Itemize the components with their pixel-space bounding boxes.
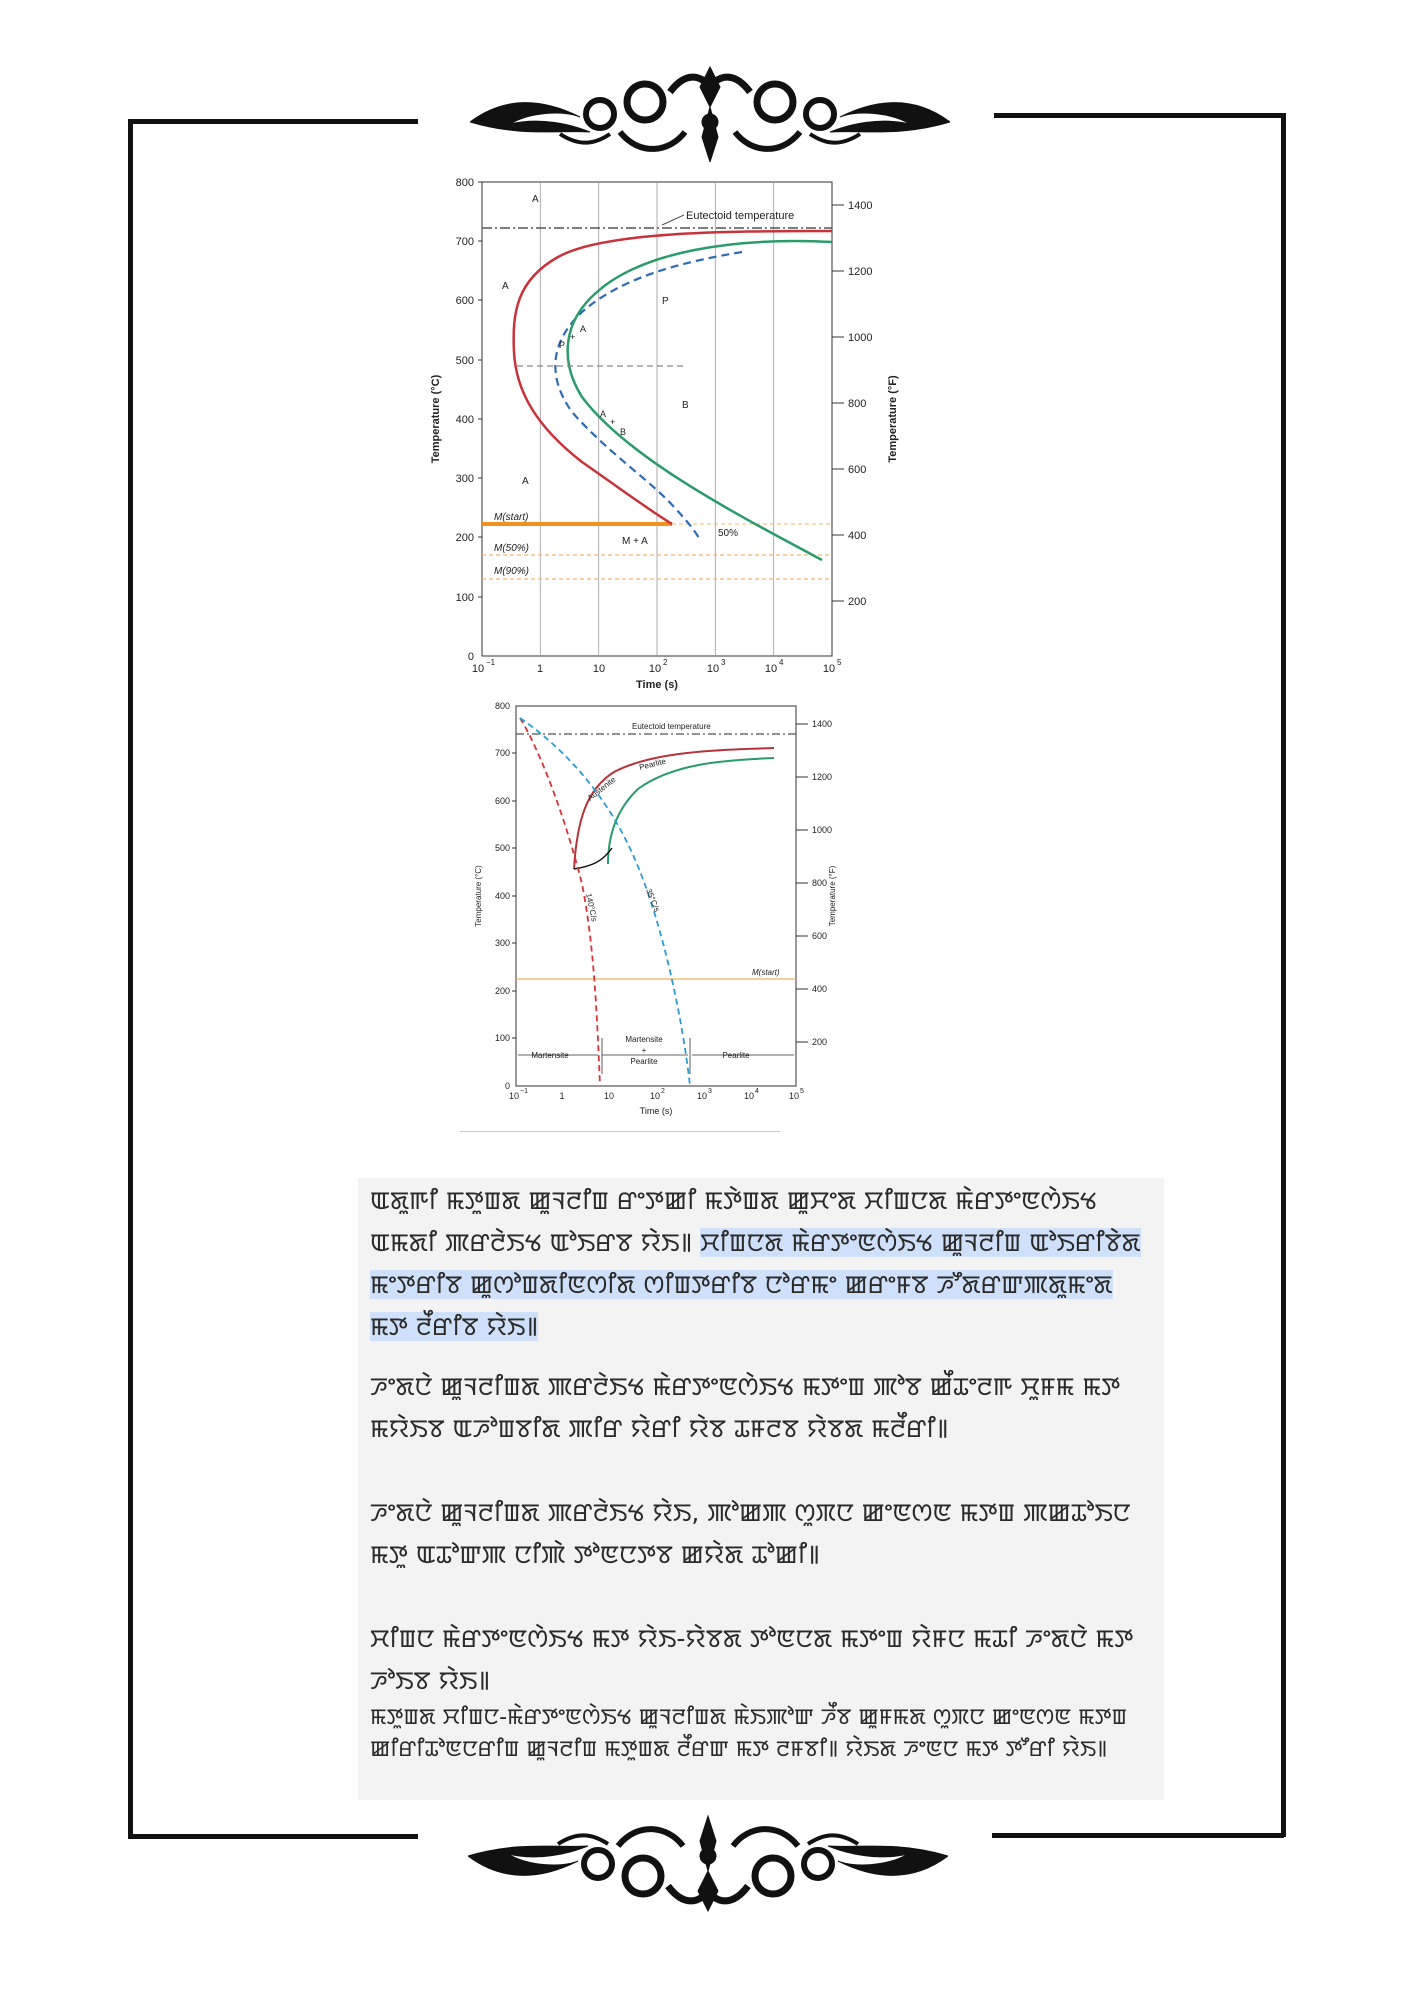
paragraph-2 bbox=[370, 1366, 1152, 1450]
paragraph-2-text: ꯍꯦꯗꯅꯥ ꯀꯨꯜꯂꯤꯡꯗ ꯄꯔꯂꯥꯏꯠ ꯃꯥꯔꯇꯦꯟꯁꯥꯏꯠ ꯃꯇꯦꯡ ꯄꯣꯕ ꯀꯩꯊꯦꯂꯒ ꯆꯨꯝꯃ ꯃꯇ ꯃꯌꯥꯏꯕ ꯑꯍꯣꯡꯕꯤꯗ ꯄꯤꯔ ꯌꯥꯔꯤ ꯌꯥꯕ ꯊꯝꯂꯕ ꯌꯥꯕꯗ ꯃꯂꯩꯔꯤ꯫ bbox=[370, 1372, 1121, 1443]
y-left-tickmarks bbox=[478, 182, 482, 597]
mp-region-line3: Pearlite bbox=[630, 1057, 658, 1066]
region-a-low: A bbox=[522, 476, 529, 487]
y-tick-500: 500 bbox=[455, 355, 474, 367]
paragraph-3-text: ꯍꯦꯗꯅꯥ ꯀꯨꯜꯂꯤꯡꯗ ꯄꯔꯂꯥꯏꯠ ꯌꯥꯏ, ꯄꯣꯀꯄ ꯁꯨꯞꯅ ꯀꯦꯟꯁꯟ ꯃꯇꯡ ꯄꯀꯊꯣꯏꯅ ꯃꯇꯨ ꯑꯊꯣꯛꯄ ꯅꯤꯄꯥ ꯇꯣꯟꯅꯇꯕ ꯀꯌꯥꯗ ꯊꯣꯀꯤ꯫ bbox=[370, 1498, 1131, 1569]
y2-tick-700: 700 bbox=[494, 748, 510, 758]
x-tick-3: 10 bbox=[648, 663, 662, 675]
chart-isothermal bbox=[422, 162, 922, 694]
yr2-tick-1000: 1000 bbox=[812, 825, 833, 835]
yr-tick-600: 600 bbox=[848, 464, 867, 476]
paragraph-1 bbox=[370, 1180, 1152, 1348]
x2-exp-3: 2 bbox=[661, 1088, 665, 1095]
yr-tick-200: 200 bbox=[848, 596, 867, 608]
x-exp-5: 4 bbox=[779, 658, 784, 667]
frame-bottom-left bbox=[128, 1834, 418, 1839]
y-tick-300: 300 bbox=[455, 473, 474, 485]
yr-tick-400: 400 bbox=[848, 530, 867, 542]
yr-tick-1000: 1000 bbox=[848, 332, 873, 344]
paragraph-5-text: ꯃꯇꯨꯡꯗ ꯆꯤꯡꯅ-ꯃꯥꯔꯇꯦꯟꯁꯥꯏꯠ ꯀꯨꯜꯂꯤꯡꯗ ꯃꯥꯏꯄꯣꯛ ꯍꯩꯕ ꯀꯨꯝꯃꯗ ꯁꯨꯞꯅ ꯀꯦꯟꯁꯟ ꯃꯇꯡ ꯀꯤꯔꯤꯊꯣꯟꯅꯔꯤꯡ ꯀꯨꯜꯂꯤꯡ ꯃꯇꯨꯡꯗ ꯂꯩꯔꯛ ꯃꯇ ꯂꯝꯕꯤ꯫ ꯌꯥꯏꯗ ꯍꯦꯟꯅ ꯃꯇ ꯇꯧꯔꯤ ꯌꯥꯏ꯫ bbox=[370, 1705, 1128, 1762]
austenite-label: Austenite bbox=[585, 774, 618, 803]
region-a-top: A bbox=[532, 194, 539, 205]
y2-tick-300: 300 bbox=[494, 938, 510, 948]
region-a-left: A bbox=[502, 281, 509, 292]
bottom-ornament-icon bbox=[468, 1808, 948, 1916]
y-right-tickmarks-2 bbox=[796, 724, 808, 1042]
x-exp-3: 2 bbox=[663, 658, 668, 667]
region-p: P bbox=[662, 296, 669, 307]
y-tick-100: 100 bbox=[455, 592, 474, 604]
yr2-tick-400: 400 bbox=[812, 984, 828, 994]
yr-tick-800: 800 bbox=[848, 398, 867, 410]
region-b: B bbox=[682, 400, 689, 411]
y2-tick-0: 0 bbox=[504, 1081, 510, 1091]
y-left-tickmarks-2 bbox=[512, 753, 516, 1038]
y-tick-700: 700 bbox=[455, 236, 474, 248]
text-panel bbox=[358, 1178, 1164, 1800]
rate-35-label: 35°C/s bbox=[644, 887, 662, 914]
y2-tick-100: 100 bbox=[494, 1033, 510, 1043]
y2-tick-600: 600 bbox=[494, 796, 510, 806]
x-exp-0: −1 bbox=[486, 658, 496, 667]
frame-top-right bbox=[994, 113, 1286, 118]
frame-bottom-right bbox=[992, 1833, 1284, 1838]
y-right-ticks bbox=[848, 200, 872, 608]
frame-top-left bbox=[128, 119, 418, 124]
m-50-label: M(50%) bbox=[494, 543, 530, 554]
yr2-tick-1400: 1400 bbox=[812, 719, 833, 729]
curve-label-plus-2: + bbox=[610, 417, 616, 427]
y-tick-600: 600 bbox=[455, 295, 474, 307]
x2-tick-3: 10 bbox=[649, 1091, 661, 1101]
top-ornament-icon bbox=[470, 62, 950, 170]
y-right-tickmarks bbox=[832, 205, 844, 601]
paragraph-5 bbox=[370, 1702, 1152, 1766]
curve-label-p: P bbox=[559, 340, 566, 350]
x-tick-6: 10 bbox=[822, 663, 836, 675]
ma-label: M + A bbox=[622, 536, 648, 547]
y-left-ticks-2 bbox=[495, 701, 510, 1091]
y-tick-800: 800 bbox=[455, 177, 474, 189]
curve-label-a-2: A bbox=[600, 409, 607, 419]
m-90-label: M(90%) bbox=[494, 566, 530, 577]
y2-tick-200: 200 bbox=[494, 986, 510, 996]
fifty-label: 50% bbox=[718, 528, 739, 539]
y-tick-200: 200 bbox=[455, 532, 474, 544]
yr2-tick-600: 600 bbox=[812, 931, 828, 941]
x-tick-1: 1 bbox=[536, 663, 544, 675]
x2-exp-5: 4 bbox=[755, 1088, 759, 1095]
x-tick-0: 10 bbox=[471, 663, 485, 675]
eutectoid-label-2: Eutectoid temperature bbox=[632, 722, 711, 731]
curve-label-a-1: A bbox=[580, 324, 587, 334]
paragraph-4-text: ꯆꯤꯡꯅ ꯃꯥꯔꯇꯦꯟꯁꯥꯏꯠ ꯃꯇ ꯌꯥꯏ-ꯌꯥꯕꯗ ꯇꯣꯟꯅꯗ ꯃꯇꯦꯡ ꯌꯥꯝꯅ ꯃꯊꯤ ꯍꯦꯗꯅꯥ ꯃꯇ ꯍꯣꯏꯕ ꯌꯥꯏ꯫ bbox=[370, 1624, 1134, 1695]
x2-exp-4: 3 bbox=[708, 1088, 712, 1095]
x2-tick-5: 10 bbox=[743, 1091, 755, 1101]
x-tick-5: 10 bbox=[764, 663, 778, 675]
x2-exp-0: −1 bbox=[520, 1088, 528, 1095]
martensite-region-label: Martensite bbox=[531, 1051, 569, 1060]
x-tick-2: 10 bbox=[592, 663, 606, 675]
y2-tick-500: 500 bbox=[494, 843, 510, 853]
y-tick-0: 0 bbox=[467, 651, 474, 663]
x-exp-6: 5 bbox=[837, 658, 842, 667]
x-axis-label: Time (s) bbox=[636, 679, 678, 691]
m-start-label: M(start) bbox=[494, 512, 529, 523]
chart-continuous-cooling bbox=[422, 694, 922, 1126]
yr2-tick-800: 800 bbox=[812, 878, 828, 888]
x2-tick-2: 10 bbox=[603, 1091, 615, 1101]
x-tick-4: 10 bbox=[706, 663, 720, 675]
yr-tick-1400: 1400 bbox=[848, 200, 873, 212]
x-axis-label-2: Time (s) bbox=[639, 1106, 673, 1116]
y2-tick-800: 800 bbox=[494, 701, 510, 711]
x2-tick-4: 10 bbox=[696, 1091, 708, 1101]
y-axis-label-left-2: Temperature (°C) bbox=[474, 865, 483, 927]
pearlite-region-label: Pearlite bbox=[722, 1051, 750, 1060]
pearlite-curve-label: Pearlite bbox=[638, 756, 667, 772]
paragraph-3 bbox=[370, 1492, 1152, 1576]
y-axis-label-right: Temperature (°F) bbox=[887, 375, 899, 463]
m-start-label-2: M(start) bbox=[752, 968, 780, 977]
chart-separator bbox=[460, 1131, 780, 1132]
x2-exp-6: 5 bbox=[800, 1088, 804, 1095]
yr2-tick-1200: 1200 bbox=[812, 772, 833, 782]
x2-tick-6: 10 bbox=[788, 1091, 800, 1101]
mp-region-line1: Martensite bbox=[625, 1035, 663, 1044]
y-axis-label-right-2: Temperature (°F) bbox=[828, 865, 837, 927]
yr2-tick-200: 200 bbox=[812, 1037, 828, 1047]
paragraph-1-text: ꯑꯗꯨꯒꯤ ꯃꯇꯨꯡꯗ ꯀꯨꯜꯂꯤꯡ ꯔꯦꯇꯀꯤ ꯃꯇꯥꯡꯗ ꯀꯨꯆꯦꯗ ꯆꯤꯡꯅꯗ ꯃꯥꯔꯇꯦꯟꯁꯥꯏꯠ ꯑꯃꯗꯤ ꯄꯔꯂꯥꯏꯠ ꯑꯣꯏꯔꯕ ꯌꯥꯏ꯫ bbox=[370, 1186, 1097, 1257]
paragraph-1-highlight: ꯆꯤꯡꯅꯗ ꯃꯥꯔꯇꯦꯟꯁꯥꯏꯠ ꯀꯨꯜꯂꯤꯡ ꯑꯣꯏꯔꯤꯕꯥꯗ ꯃꯦꯇꯔꯤꯕ ꯀꯨꯁꯣꯡꯗꯤꯟꯁꯤꯗ ꯁꯤꯡꯇꯔꯤꯕ ꯅꯣꯔꯃꯦ ꯀꯔꯦꯝꯕ ꯍꯧꯗꯔꯛꯄꯗꯨꯃꯦꯗ ꯃꯇ ꯂꯩꯔꯤꯕ ꯌꯥꯏ꯫ bbox=[370, 1228, 1141, 1341]
curve-label-b: B bbox=[620, 427, 627, 437]
curve-label-plus-1: + bbox=[570, 332, 576, 342]
mp-region-line2: + bbox=[641, 1046, 647, 1055]
x-exp-4: 3 bbox=[721, 658, 726, 667]
y-tick-400: 400 bbox=[455, 414, 474, 426]
paragraph-4 bbox=[370, 1618, 1152, 1702]
y-axis-label-left: Temperature (°C) bbox=[430, 374, 442, 464]
eutectoid-label: Eutectoid temperature bbox=[686, 210, 795, 222]
rate-140-label: 140°C/s bbox=[584, 892, 599, 923]
x2-tick-1: 1 bbox=[559, 1091, 565, 1101]
yr-tick-1200: 1200 bbox=[848, 266, 873, 278]
frame-left bbox=[128, 119, 133, 1839]
x2-tick-0: 10 bbox=[508, 1091, 520, 1101]
frame-right bbox=[1281, 113, 1286, 1837]
y-left-ticks bbox=[456, 177, 474, 663]
y2-tick-400: 400 bbox=[494, 891, 510, 901]
